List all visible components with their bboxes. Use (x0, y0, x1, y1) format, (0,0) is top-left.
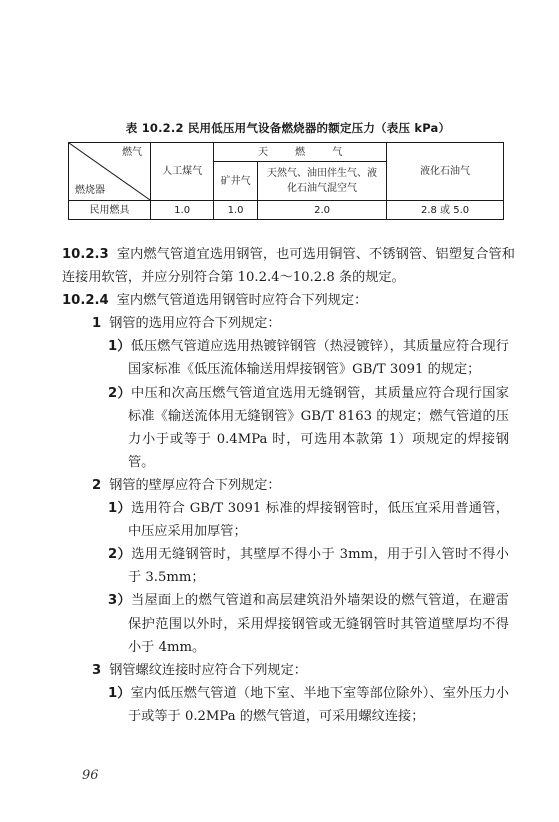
subitem-text: 选用无缝钢管时，其壁厚不得小于 3mm，用于引入管时不得小于 3.5mm； (128, 547, 509, 586)
table-row (69, 201, 504, 220)
header-mine-gas: 矿井气 (214, 162, 258, 201)
cell-mixed: 2.0 (258, 201, 387, 220)
subitem-number: 1） (108, 501, 132, 517)
clause-text: 室内燃气管道选用钢管时应符合下列规定： (116, 293, 368, 309)
cell-mine: 1.0 (214, 201, 258, 220)
clause-10-2-4 (62, 289, 515, 312)
item-text: 钢管螺纹连接时应符合下列规定： (109, 662, 307, 678)
item-3 (62, 659, 515, 682)
item-text: 钢管的壁厚应符合下列规定： (109, 477, 281, 493)
clause-number: 10.2.4 (62, 293, 109, 309)
subitem-text: 中压和次高压燃气管道宜选用无缝钢管，其质量应符合现行国家标准《输送流体用无缝钢管》GB/T 8163 的规定；燃气管道的压力小于或等于 0.4MPa 时，可选用本款第 1）项规定的焊接钢管。 (128, 385, 509, 470)
header-mixed-gas: 天然气、油田伴生气、液化石油气混空气 (258, 162, 387, 201)
item-number: 3 (92, 662, 102, 678)
subitem-text: 室内低压燃气管道（地下室、半地下室等部位除外）、室外压力小于或等于 0.2MPa 的燃气管道，可采用螺纹连接； (128, 685, 509, 724)
subitem-number: 2） (108, 385, 132, 401)
diag-header-gas: 燃气 (122, 147, 143, 158)
item-1-1 (62, 335, 509, 381)
item-3-1 (62, 682, 509, 728)
diagonal-header-cell (69, 143, 151, 201)
item-1 (62, 312, 515, 335)
subitem-number: 3） (108, 593, 132, 609)
table-caption: 表 10.2.2 民用低压用气设备燃烧器的额定压力（表压 kPa） (125, 121, 451, 135)
item-number: 1 (92, 316, 102, 332)
item-2-2 (62, 543, 509, 589)
subitem-text: 当屋面上的燃气管道和高层建筑沿外墙架设的燃气管道，在避雷保护范围以外时，采用焊接钢管或无缝钢管时其管道壁厚均不得小于 4mm。 (128, 593, 509, 655)
subitem-number: 1） (108, 339, 131, 355)
page-number: 96 (82, 768, 99, 783)
diag-header-burner: 燃烧器 (75, 185, 105, 196)
item-text: 钢管的选用应符合下列规定： (109, 316, 281, 332)
subitem-number: 2） (108, 547, 132, 563)
item-number: 2 (92, 477, 102, 493)
subitem-text: 低压燃气管道应选用热镀锌钢管（热浸镀锌），其质量应符合现行国家标准《低压流体输送用焊接钢管》GB/T 3091 的规定； (128, 339, 509, 378)
pressure-table (68, 142, 504, 220)
header-lpg: 液化石油气 (387, 143, 504, 201)
item-2-3 (62, 589, 509, 658)
subitem-text: 选用符合 GB/T 3091 标准的焊接钢管时，低压宜采用普通管，中压应采用加厚管； (128, 501, 509, 540)
cell-artificial: 1.0 (151, 201, 214, 220)
item-2 (62, 474, 515, 497)
cell-lpg: 2.8 或 5.0 (387, 201, 504, 220)
clause-10-2-3 (62, 243, 515, 289)
item-1-2 (62, 382, 509, 474)
header-artificial-gas: 人工煤气 (151, 143, 214, 201)
clause-text: 室内燃气管道宜选用钢管，也可选用铜管、不锈钢管、铝塑复合管和连接用软管，并应分别符合第 10.2.4～10.2.8 条的规定。 (62, 247, 515, 286)
row-label: 民用燃具 (69, 201, 151, 220)
item-2-1 (62, 497, 509, 543)
subitem-number: 1） (108, 685, 131, 701)
header-natural-gas-group: 天 燃 气 (214, 143, 387, 162)
clause-number: 10.2.3 (62, 247, 109, 262)
body-text (62, 243, 515, 728)
